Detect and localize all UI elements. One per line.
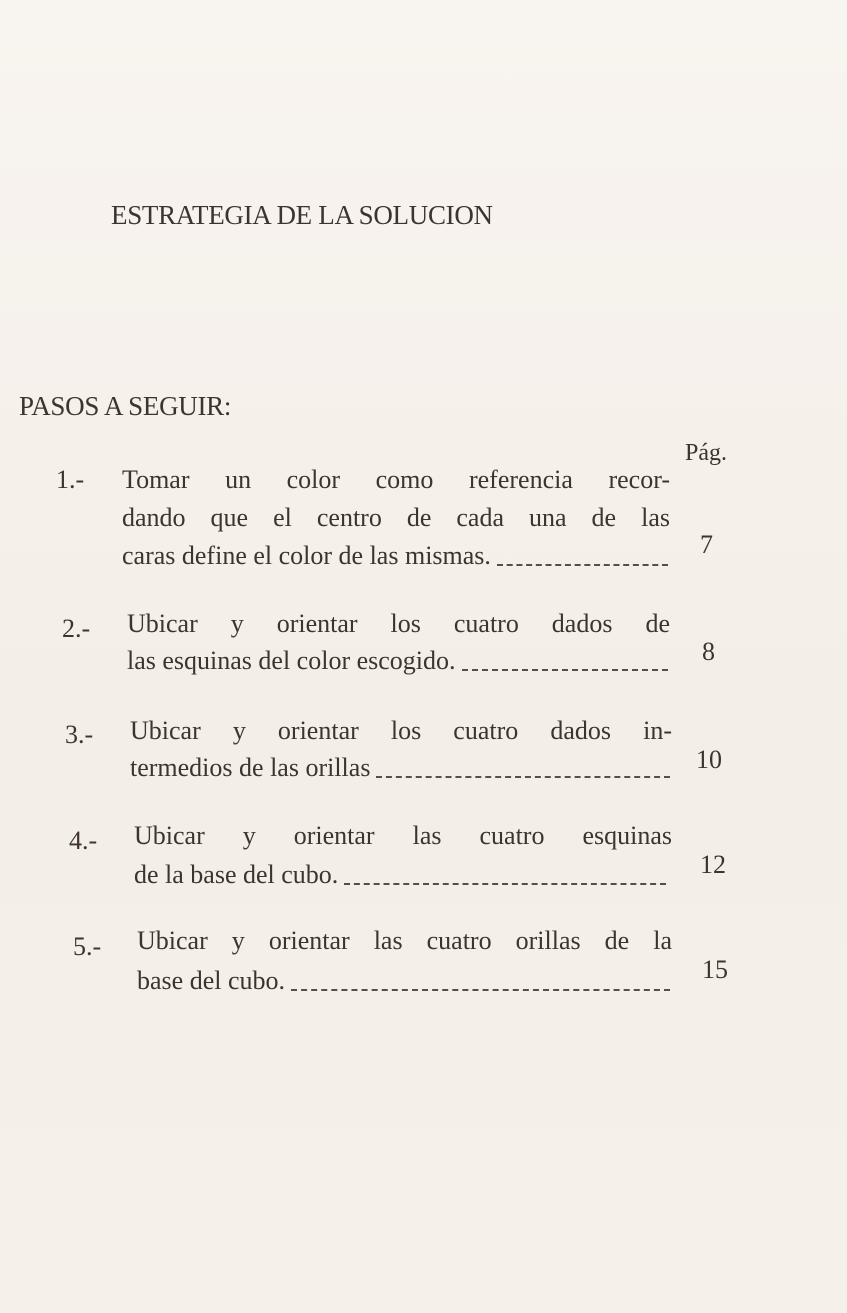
step-text-line <box>122 538 670 574</box>
step-text-last: las esquinas del color escogido. <box>127 646 456 675</box>
step-page-number: 10 <box>696 745 722 774</box>
step-text-last: caras define el color de las mismas. <box>122 541 491 570</box>
step-number: 1.- <box>56 465 85 494</box>
page-column-label: Pág. <box>685 440 727 466</box>
dot-leader <box>376 776 670 778</box>
step-text-last: base del cubo. <box>137 966 286 995</box>
dot-leader <box>344 883 666 885</box>
dot-leader <box>462 669 668 671</box>
step-number: 4.- <box>69 826 98 855</box>
step-text-line <box>134 857 668 893</box>
step-text-last: termedios de las orillas <box>130 753 371 782</box>
step-text-line <box>137 963 672 999</box>
step-text-line: Ubicar y orientar los cuatro dados de <box>127 609 670 638</box>
step-text-line: Tomar un color como referencia recor- <box>122 465 670 494</box>
step-text-line <box>130 750 672 786</box>
step-number: 5.- <box>73 932 102 961</box>
step-text-line: Ubicar y orientar las cuatro orillas de la <box>137 926 672 955</box>
dot-leader <box>497 564 668 566</box>
step-text-line: Ubicar y orientar las cuatro esquinas <box>134 821 672 850</box>
step-number: 3.- <box>65 720 94 749</box>
step-page-number: 7 <box>700 530 713 559</box>
step-number: 2.- <box>62 614 91 643</box>
step-text-line <box>127 643 670 679</box>
step-page-number: 8 <box>702 637 715 666</box>
step-text-line: dando que el centro de cada una de las <box>122 503 670 532</box>
document-title: ESTRATEGIA DE LA SOLUCION <box>111 200 493 230</box>
step-page-number: 15 <box>702 955 728 984</box>
step-text-last: de la base del cubo. <box>134 860 339 889</box>
dot-leader <box>291 989 670 991</box>
step-text-line: Ubicar y orientar los cuatro dados in- <box>130 716 672 745</box>
section-heading: PASOS A SEGUIR: <box>19 391 232 421</box>
step-page-number: 12 <box>700 850 726 879</box>
